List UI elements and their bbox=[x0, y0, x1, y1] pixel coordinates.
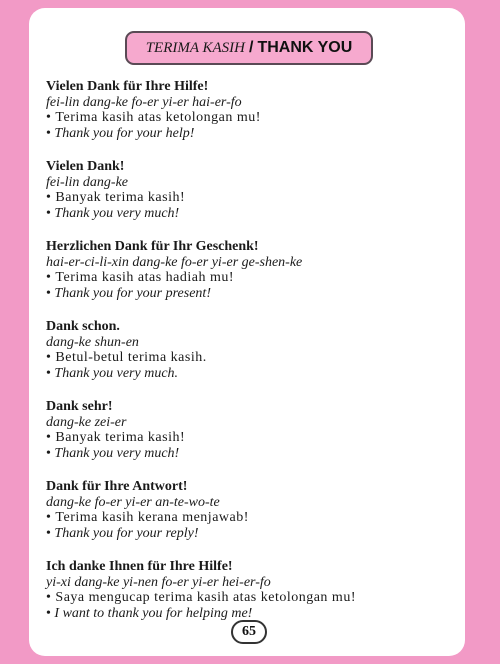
malay-translation: • Terima kasih atas hadiah mu! bbox=[46, 270, 458, 286]
malay-translation: • Terima kasih kerana menjawab! bbox=[46, 510, 458, 526]
english-translation: • Thank you very much. bbox=[46, 366, 458, 382]
german-phrase: Dank sehr! bbox=[46, 399, 113, 414]
title-english: THANK YOU bbox=[257, 39, 353, 56]
english-translation: • I want to thank you for helping me! bbox=[46, 606, 458, 622]
phrase-entry bbox=[46, 159, 458, 221]
pronunciation: yi-xi dang-ke yi-nen fo-er yi-er hei-er-fo bbox=[46, 574, 271, 590]
phrase-entry bbox=[46, 239, 458, 301]
phrase-entry bbox=[46, 559, 458, 621]
german-phrase: Dank für Ihre Antwort! bbox=[46, 479, 188, 494]
german-phrase: Vielen Dank! bbox=[46, 159, 125, 174]
german-phrase: Herzlichen Dank für Ihr Geschenk! bbox=[46, 239, 259, 254]
phrase-list bbox=[46, 79, 458, 639]
pronunciation: dang-ke zei-er bbox=[46, 414, 127, 430]
german-phrase: Vielen Dank für Ihre Hilfe! bbox=[46, 79, 209, 94]
pronunciation: dang-ke shun-en bbox=[46, 334, 139, 350]
german-phrase: Dank schon. bbox=[46, 319, 120, 334]
section-title-banner bbox=[125, 31, 373, 65]
pronunciation: fei-lin dang-ke bbox=[46, 174, 129, 190]
english-translation: • Thank you very much! bbox=[46, 206, 458, 222]
english-translation: • Thank you for your help! bbox=[46, 126, 458, 142]
phrase-entry bbox=[46, 319, 458, 381]
german-phrase: Ich danke Ihnen für Ihre Hilfe! bbox=[46, 559, 233, 574]
title-malay: TERIMA KASIH bbox=[145, 40, 245, 56]
book-page bbox=[29, 8, 465, 656]
phrase-entry bbox=[46, 399, 458, 461]
title-separator: / bbox=[249, 39, 254, 56]
pronunciation: fei-lin dang-ke fo-er yi-er hai-er-fo bbox=[46, 94, 242, 110]
malay-translation: • Terima kasih atas ketolongan mu! bbox=[46, 110, 458, 126]
pronunciation: dang-ke fo-er yi-er an-te-wo-te bbox=[46, 494, 220, 510]
english-translation: • Thank you very much! bbox=[46, 446, 458, 462]
malay-translation: • Banyak terima kasih! bbox=[46, 430, 458, 446]
malay-translation: • Betul-betul terima kasih. bbox=[46, 350, 458, 366]
page-number: 65 bbox=[231, 620, 267, 644]
pronunciation: hai-er-ci-li-xin dang-ke fo-er yi-er ge-shen-ke bbox=[46, 254, 303, 270]
english-translation: • Thank you for your reply! bbox=[46, 526, 458, 542]
malay-translation: • Saya mengucap terima kasih atas ketolongan mu! bbox=[46, 590, 458, 606]
malay-translation: • Banyak terima kasih! bbox=[46, 190, 458, 206]
english-translation: • Thank you for your present! bbox=[46, 286, 458, 302]
phrase-entry bbox=[46, 79, 458, 141]
phrase-entry bbox=[46, 479, 458, 541]
